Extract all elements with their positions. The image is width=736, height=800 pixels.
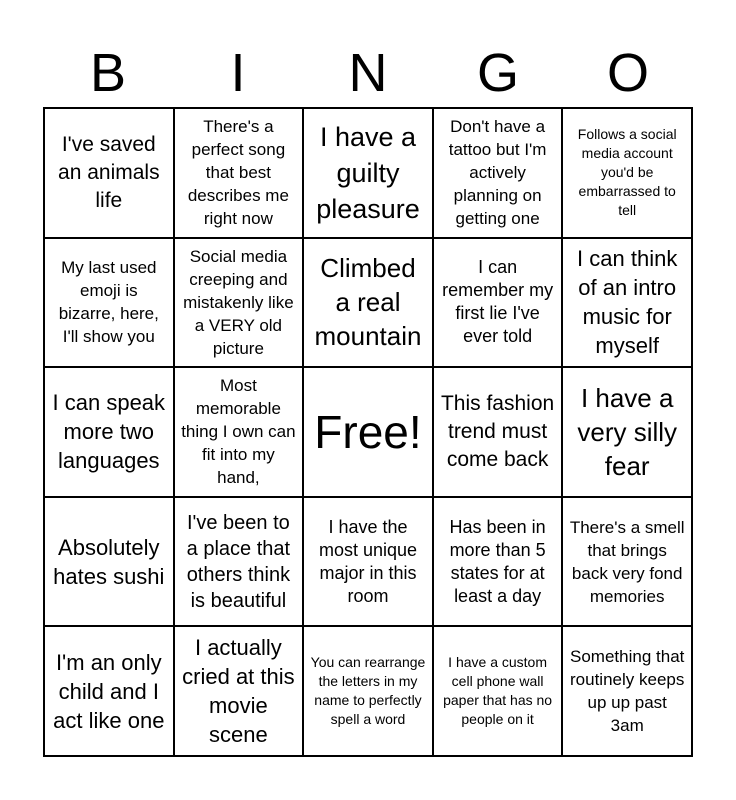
bingo-title xyxy=(43,40,693,106)
bingo-cell[interactable] xyxy=(562,497,692,627)
bingo-cell[interactable] xyxy=(44,626,174,756)
cell-text: Social media creeping and mistakenly like a VERY old picture xyxy=(183,246,294,358)
cell-text: Absolutely hates sushi xyxy=(53,534,165,589)
cell-text: I have a custom cell phone wall paper that has no people on it xyxy=(443,654,553,728)
title-letter-g: G xyxy=(476,43,519,103)
bingo-cell[interactable] xyxy=(433,367,563,497)
cell-text: Follows a social media account you'd be embarrassed to tell xyxy=(577,126,677,219)
bingo-cell[interactable] xyxy=(174,626,304,756)
title-letter-o: O xyxy=(606,43,649,103)
bingo-cell[interactable] xyxy=(174,497,304,627)
bingo-cell[interactable] xyxy=(433,626,563,756)
cell-text: Don't have a tattoo but I'm actively planning on getting one xyxy=(448,117,547,229)
title-letter-b: B xyxy=(89,43,127,103)
cell-text: There's a smell that brings back very fond memories xyxy=(569,517,685,606)
cell-text: I can remember my first lie I've ever told xyxy=(442,257,554,347)
bingo-cell[interactable] xyxy=(44,108,174,238)
cell-text: You can rearrange the letters in my name to perfectly spell a word xyxy=(310,654,426,728)
bingo-cell[interactable] xyxy=(562,108,692,238)
bingo-cell[interactable] xyxy=(303,108,433,238)
cell-text: I have a very silly fear xyxy=(577,382,678,481)
bingo-cell[interactable] xyxy=(562,367,692,497)
bingo-cell[interactable] xyxy=(174,367,304,497)
cell-text: This fashion trend must come back xyxy=(440,391,555,471)
bingo-cell[interactable] xyxy=(174,238,304,368)
cell-text: I've saved an animals life xyxy=(58,132,160,212)
bingo-cell[interactable] xyxy=(44,238,174,368)
bingo-cell[interactable] xyxy=(303,238,433,368)
bingo-cell[interactable] xyxy=(433,238,563,368)
cell-text: Most memorable thing I own can fit into my hand, xyxy=(181,376,296,488)
bingo-cell[interactable] xyxy=(174,108,304,238)
cell-text: My last used emoji is bizarre, here, I'll show you xyxy=(58,258,159,347)
bingo-cell[interactable] xyxy=(433,497,563,627)
bingo-cell[interactable] xyxy=(433,108,563,238)
bingo-cell[interactable] xyxy=(44,497,174,627)
cell-text: I can think of an intro music for myself xyxy=(577,246,678,359)
free-space[interactable] xyxy=(303,367,433,497)
title-letter-n: N xyxy=(348,43,388,103)
cell-text: Climbed a real mountain xyxy=(314,253,422,352)
cell-text: I have a guilty pleasure xyxy=(316,121,420,224)
cell-text: Something that routinely keeps up up past 3am xyxy=(570,647,685,736)
cell-text: Has been in more than 5 states for at least a day xyxy=(449,516,546,606)
cell-text: I'm an only child and I act like one xyxy=(53,649,165,733)
bingo-cell[interactable] xyxy=(303,497,433,627)
bingo-grid xyxy=(43,107,693,757)
bingo-cell[interactable] xyxy=(303,626,433,756)
cell-text: I have the most unique major in this room xyxy=(318,516,418,606)
bingo-cell[interactable] xyxy=(562,626,692,756)
cell-text: There's a perfect song that best describes me right now xyxy=(187,117,289,229)
cell-text: I can speak more two languages xyxy=(52,390,166,474)
bingo-cell[interactable] xyxy=(44,367,174,497)
free-space-label: Free! xyxy=(314,405,422,458)
cell-text: I actually cried at this movie scene xyxy=(182,635,295,748)
bingo-cell[interactable] xyxy=(562,238,692,368)
title-letter-i: I xyxy=(230,43,246,103)
cell-text: I've been to a place that others think is beautiful xyxy=(186,511,291,612)
